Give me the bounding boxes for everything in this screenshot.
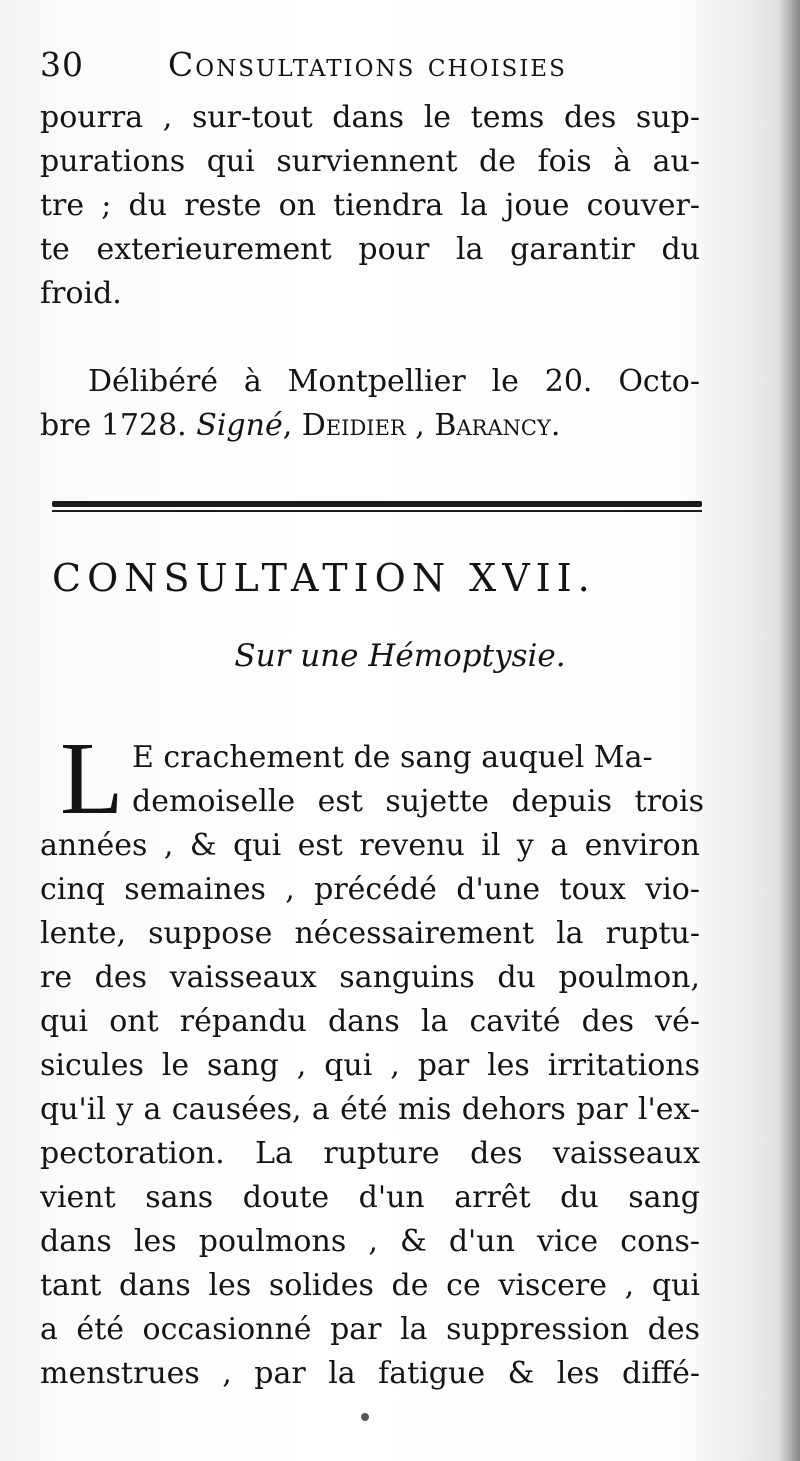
consultation-heading: CONSULTATION XVII.	[52, 556, 596, 600]
text-line: cinq semaines , précédé d'une toux vio-	[40, 872, 700, 907]
text-line: purations qui surviennent de fois à au-	[40, 144, 700, 179]
text-line: lente, suppose nécessairement la ruptu-	[40, 916, 700, 951]
drop-cap: L	[60, 721, 124, 836]
text-line: pourra , sur-tout dans le tems des sup-	[40, 100, 700, 135]
text-line: re des vaisseaux sanguins du poulmon,	[40, 960, 700, 995]
text-line: pectoration. La rupture des vaisseaux	[40, 1136, 700, 1171]
text-line: sicules le sang , qui , par les irritations	[40, 1048, 700, 1083]
text-line: te exterieurement pour la garantir du	[40, 232, 700, 267]
closing-date: bre 1728.	[40, 408, 187, 443]
running-title: Consultations choisies	[168, 45, 567, 84]
text-line: qu'il y a causées, a été mis dehors par l'ex-	[40, 1092, 700, 1127]
signatory-names: , Deidier , Barancy.	[282, 408, 561, 443]
text-line: a été occasionné par la suppression des	[40, 1312, 700, 1347]
closing-signature-line	[40, 404, 700, 448]
text-line: froid.	[40, 276, 122, 311]
section-divider	[52, 497, 702, 517]
divider-thin-rule	[52, 510, 702, 512]
consultation-subheading: Sur une Hémoptysie.	[234, 638, 566, 674]
page-number: 30	[40, 45, 84, 84]
page-gutter-shadow	[778, 0, 800, 1461]
text-line: menstrues , par la fatigue & les diffé-	[40, 1356, 700, 1391]
closing-line: Délibéré à Montpellier le 20. Octo-	[88, 364, 700, 399]
divider-thick-rule	[52, 501, 702, 507]
ink-dot	[361, 1413, 369, 1421]
running-head	[40, 45, 700, 95]
text-line: demoiselle est sujette depuis trois	[132, 784, 704, 819]
text-line: qui ont répandu dans la cavité des vé-	[40, 1004, 700, 1039]
text-line: tant dans les solides de ce viscere , qui	[40, 1268, 700, 1303]
text-line: E crachement de sang auquel Ma-	[132, 740, 653, 775]
text-line: années , & qui est revenu il y a environ	[40, 828, 700, 863]
text-line: tre ; du reste on tiendra la joue couver-	[40, 188, 700, 223]
signed-word: Signé	[196, 408, 283, 443]
text-line: dans les poulmons , & d'un vice cons-	[40, 1224, 700, 1259]
text-line: vient sans doute d'un arrêt du sang	[40, 1180, 700, 1215]
